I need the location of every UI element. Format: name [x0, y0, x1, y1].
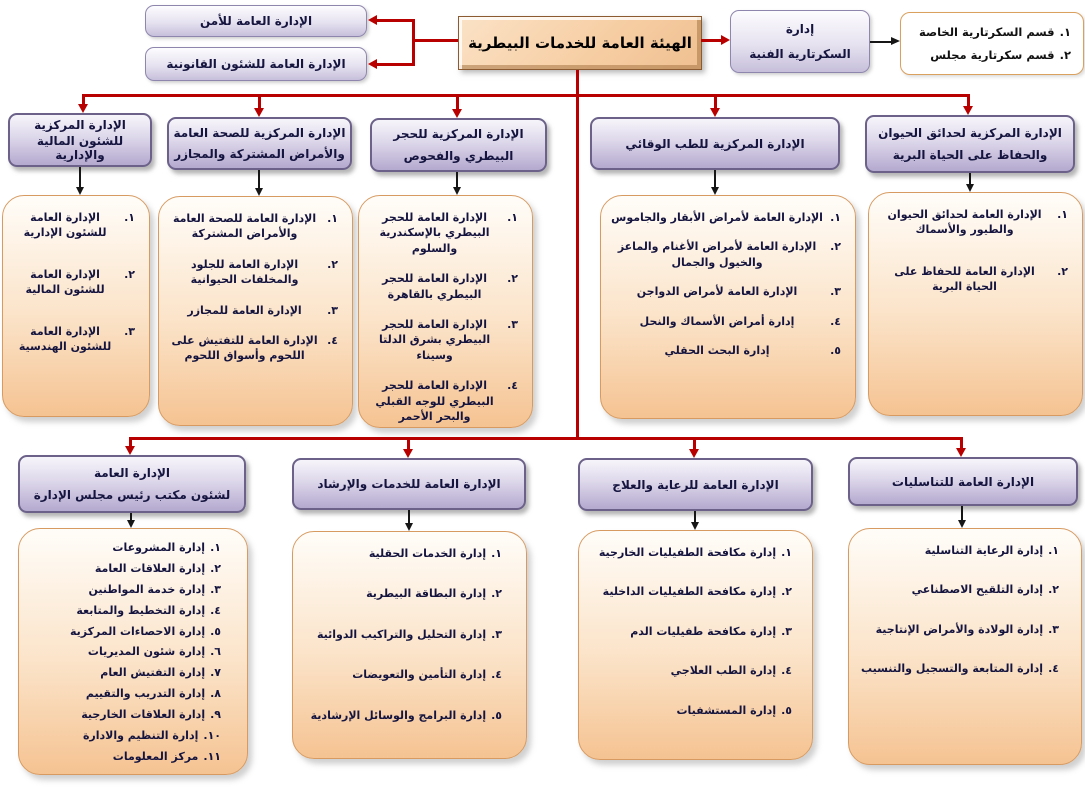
item-label: الإدارة العامة للجلود والمخلفات الحيوانية — [190, 257, 299, 287]
item-number: ٢. — [491, 587, 502, 601]
list-item — [167, 211, 338, 242]
item-label: إدارة التفتيش العام — [100, 666, 206, 680]
arrow-zoos-list — [966, 184, 974, 192]
arrow-down-services — [403, 449, 413, 458]
item-label: إدارة البرامج والوسائل الإرشادية — [310, 708, 487, 722]
arrow-down-financial — [78, 104, 88, 113]
list-item — [27, 538, 221, 559]
connector-preventive-list — [714, 170, 716, 187]
item-number: ٣. — [507, 317, 518, 331]
arrow-care-list — [691, 522, 699, 530]
connector-to-security — [377, 19, 412, 22]
item-label: الإدارة العامة لأمراض الأغنام والماعز والخيول والجمال — [617, 240, 817, 269]
item-label: إدارة المستشفيات — [676, 703, 777, 717]
list-item — [913, 24, 1071, 40]
item-label: الإدارة العامة لأمراض الأبقار والجاموس — [611, 211, 823, 224]
item-number: ٢. — [830, 240, 841, 254]
list-item — [587, 663, 792, 678]
header-line: والأمراض المشتركة والمجازر — [174, 147, 345, 161]
list-item — [27, 684, 221, 705]
list-item — [587, 703, 792, 718]
item-number: ٤. — [491, 668, 502, 682]
list-item — [857, 543, 1059, 558]
connector-chairman-list — [130, 513, 132, 520]
item-label: الإدارة العامة للحجر البيطري بالقاهرة — [382, 272, 487, 301]
connector-drop-quarantine — [456, 94, 459, 109]
technical-secretariat-box — [730, 10, 870, 73]
item-label: إدارة العلاقات العامة — [94, 561, 206, 575]
item-number: ١. — [507, 211, 518, 224]
list-item — [857, 661, 1059, 676]
item-number: ١١. — [203, 749, 221, 763]
arrow-services-list — [405, 523, 413, 531]
branch-header-care-treatment — [578, 458, 813, 511]
list-item — [587, 624, 792, 639]
item-number: ١. — [781, 546, 792, 559]
header-line: الإدارة المركزية — [34, 117, 126, 132]
item-label: إدارة التحليل والتراكيب الدوائية — [316, 627, 487, 641]
item-label: الإدارة العامة للحجر البيطري بشرق الدلتا وسيناء — [378, 317, 491, 362]
header-line: الإدارة المركزية للصحة العامة — [173, 126, 346, 140]
arrow-public-health-list — [255, 188, 263, 196]
header-line: الإدارة العامة للخدمات والإرشاد — [317, 477, 501, 491]
connector-drop-public-health — [258, 94, 261, 109]
connector-reproduction-list — [961, 506, 963, 520]
arrow-preventive-list — [711, 187, 719, 195]
item-label: قسم السكرتارية الخاصة — [919, 24, 1055, 39]
list-item — [913, 47, 1071, 63]
header-line: البيطري والفحوص — [403, 148, 514, 163]
connector-public-health-list — [258, 170, 260, 188]
arrow-down-quarantine — [452, 109, 462, 118]
arrow-down-chairman — [125, 446, 135, 455]
connector-financial-list — [79, 167, 81, 187]
item-label: مركز المعلومات — [112, 749, 199, 763]
list-item — [877, 264, 1068, 295]
item-label: الإدارة العامة للحجر البيطري بالإسكندرية والسلوم — [379, 211, 490, 255]
branch-header-zoos-wildlife — [865, 115, 1075, 173]
list-reproduction — [848, 528, 1082, 765]
item-number: ٦. — [210, 645, 221, 659]
connector-services-list — [408, 510, 410, 523]
connector-upper-horizontal — [83, 94, 969, 97]
item-number: ٣. — [781, 624, 792, 638]
security-admin-box — [145, 5, 367, 37]
list-item — [167, 257, 338, 288]
security-admin-label: الإدارة العامة للأمن — [199, 14, 313, 28]
list-item — [27, 747, 221, 768]
header-line: الإدارة العامة — [93, 465, 171, 480]
branch-header-services-extension — [292, 458, 526, 510]
item-label: إدارة مكافحة الطفيليات الداخلية — [602, 585, 777, 599]
item-number: ٥. — [210, 624, 221, 638]
connector-quarantine-list — [456, 172, 458, 187]
list-item — [367, 378, 518, 424]
list-preventive-medicine — [600, 195, 856, 419]
item-number: ٢. — [1057, 264, 1068, 278]
item-number: ٩. — [210, 708, 221, 722]
header-line: الإدارة المركزية لحدائق الحيوان — [878, 125, 1062, 140]
header-line: الإدارة المركزية للحجر — [393, 127, 524, 142]
list-item — [301, 586, 502, 601]
connector-zoos-list — [969, 173, 971, 184]
arrow-down-zoos — [963, 106, 973, 115]
item-number: ٤. — [781, 664, 792, 678]
item-label: الإدارة العامة للشئون الهندسية — [18, 324, 112, 353]
arrow-down-preventive — [710, 108, 720, 117]
list-item — [27, 642, 221, 663]
arrow-quarantine-list — [453, 187, 461, 195]
item-number: ١. — [124, 211, 135, 224]
item-label: إدارة التلقيح الاصطناعي — [911, 583, 1044, 597]
connector-drop-preventive — [714, 94, 717, 109]
list-item — [301, 708, 502, 723]
item-number: ٥. — [781, 703, 792, 717]
connector-lower-horizontal — [130, 437, 963, 440]
arrow-chairman-list — [127, 520, 135, 528]
branch-header-quarantine — [370, 118, 547, 172]
item-label: إدارة المشروعات — [112, 541, 206, 554]
list-item — [609, 343, 841, 358]
root-title-box — [458, 16, 702, 70]
item-number: ٢. — [1059, 47, 1071, 62]
list-item — [367, 210, 518, 256]
item-label: الإدارة العامة للصحة العامة والأمراض المشتركة — [172, 212, 317, 241]
list-item — [587, 584, 792, 599]
list-public-health — [158, 196, 353, 426]
item-number: ٢. — [507, 272, 518, 286]
list-item — [27, 726, 221, 747]
item-label: إدارة التنظيم والادارة — [82, 729, 199, 743]
legal-affairs-label: الإدارة العامة للشئون القانونية — [166, 57, 346, 71]
list-item — [609, 210, 841, 225]
item-label: إدارة الرعاية التناسلية — [924, 544, 1044, 557]
item-label: إدارة مكافحة الطفيليات الخارجية — [598, 546, 777, 559]
item-label: إدارة الطب العلاجي — [670, 664, 777, 678]
item-number: ١. — [1057, 208, 1068, 221]
list-item — [167, 303, 338, 318]
item-label: إدارة المتابعة والتسجيل والتنسيب — [860, 662, 1044, 676]
item-number: ٣. — [327, 303, 338, 317]
branch-header-reproduction — [848, 457, 1078, 506]
connector-main-vertical — [576, 70, 579, 440]
item-label: إدارة خدمة المواطنين — [88, 582, 206, 596]
item-label: الإدارة العامة للحفاظ على الحياة البرية — [894, 264, 1035, 294]
list-item — [11, 267, 135, 298]
item-label: الإدارة العامة للمجازر — [187, 303, 302, 317]
list-financial-admin — [2, 195, 150, 417]
header-line: الإدارة العامة للرعاية والعلاج — [612, 477, 779, 492]
item-number: ٣. — [124, 324, 135, 338]
arrow-right-sections — [891, 37, 900, 45]
item-label: إدارة الولادة والأمراض الإنتاجية — [875, 622, 1044, 636]
item-label: الإدارة العامة للتفتيش على اللحوم وأسواق اللحوم — [171, 333, 318, 363]
list-services-extension — [292, 531, 527, 759]
list-item — [857, 582, 1059, 597]
item-number: ١. — [491, 547, 502, 560]
arrow-financial-list — [76, 187, 84, 195]
item-number: ١. — [210, 541, 221, 554]
item-number: ٢. — [327, 257, 338, 271]
connector-to-secretariat — [701, 39, 722, 42]
list-item — [167, 333, 338, 364]
list-item — [11, 324, 135, 355]
item-label: إدارة أمراض الأسماك والنحل — [639, 314, 795, 328]
item-number: ٤. — [830, 314, 841, 328]
item-label: إدارة العلاقات الخارجية — [81, 708, 206, 722]
arrow-left-security — [368, 15, 377, 25]
list-chairman-office — [18, 528, 248, 775]
connector-to-sections — [870, 41, 892, 43]
list-zoos-wildlife — [868, 192, 1083, 416]
list-item — [27, 663, 221, 684]
branch-header-chairman-office — [18, 455, 246, 513]
list-item — [367, 317, 518, 363]
item-number: ١. — [1048, 544, 1059, 557]
item-number: ٤. — [210, 603, 221, 617]
list-item — [11, 210, 135, 241]
branch-header-public-health — [167, 117, 352, 170]
item-label: الإدارة العامة للحجر البيطري للوجه القبلي والبحر الأحمر — [375, 379, 494, 423]
item-label: إدارة البطاقة البيطرية — [366, 587, 487, 601]
list-item — [27, 601, 221, 622]
list-item — [609, 284, 841, 299]
arrow-down-reproduction — [956, 448, 966, 457]
item-label: الإدارة العامة للشئون المالية — [25, 267, 105, 297]
item-number: ٣. — [1048, 622, 1059, 636]
item-label: إدارة التأمين والتعويضات — [352, 668, 487, 682]
item-number: ٢. — [124, 267, 135, 281]
item-number: ٢. — [781, 585, 792, 599]
list-item — [301, 667, 502, 682]
item-label: إدارة التدريب والتقييم — [85, 687, 206, 701]
list-item — [367, 271, 518, 302]
connector-care-list — [694, 511, 696, 522]
root-title: الهيئة العامة للخدمات البيطرية — [468, 34, 692, 52]
header-line: الإدارة المركزية للطب الوقائي — [625, 136, 805, 151]
header-line: والحفاظ على الحياة البرية — [892, 148, 1048, 163]
connector-left-vertical — [412, 19, 415, 66]
item-number: ٤. — [1048, 662, 1059, 676]
list-item — [301, 627, 502, 642]
list-item — [27, 580, 221, 601]
branch-header-preventive-medicine — [590, 117, 840, 170]
list-item — [27, 559, 221, 580]
item-number: ١. — [327, 212, 338, 225]
legal-affairs-box — [145, 47, 367, 81]
item-number: ٢. — [1048, 583, 1059, 597]
item-number: ١. — [1059, 24, 1071, 39]
item-label: إدارة الاحصاءات المركزية — [69, 624, 206, 638]
connector-to-legal — [377, 63, 412, 66]
item-number: ٤. — [507, 379, 518, 393]
header-line: الإدارة العامة للتناسليات — [891, 474, 1035, 489]
item-label: إدارة التخطيط والمتابعة — [76, 603, 206, 617]
list-quarantine — [358, 195, 533, 428]
item-label: قسم سكرتارية مجلس — [930, 47, 1055, 62]
header-line: لشئون مكتب رئيس مجلس الإدارة — [33, 488, 231, 503]
list-item — [587, 545, 792, 560]
arrow-reproduction-list — [958, 520, 966, 528]
list-care-treatment — [578, 530, 813, 760]
item-number: ٥. — [491, 708, 502, 722]
item-label: إدارة مكافحة طفيليات الدم — [630, 624, 777, 638]
item-number: ٥. — [830, 343, 841, 357]
item-number: ٢. — [210, 561, 221, 575]
arrow-down-care — [689, 449, 699, 458]
item-number: ٤. — [327, 333, 338, 347]
arrow-left-legal — [368, 59, 377, 69]
list-item — [27, 705, 221, 726]
item-label: إدارة شئون المديريات — [87, 645, 206, 659]
item-label: إدارة الخدمات الحقلية — [368, 547, 487, 560]
item-number: ٨. — [210, 687, 221, 701]
item-label: الإدارة العامة للشئون الإدارية — [23, 211, 107, 240]
item-number: ٣. — [491, 627, 502, 641]
item-number: ٣. — [210, 582, 221, 596]
list-item — [609, 314, 841, 329]
connector-left-horizontal — [412, 39, 458, 42]
list-item — [301, 546, 502, 561]
item-label: الإدارة العامة لحدائق الحيوان والطيور والأسماك — [887, 208, 1042, 237]
item-number: ١٠. — [203, 729, 221, 743]
item-number: ٣. — [830, 285, 841, 299]
arrow-right-secretariat — [721, 35, 730, 45]
list-item — [27, 622, 221, 643]
branch-header-financial-admin — [8, 113, 152, 167]
arrow-down-public-health — [254, 108, 264, 117]
item-label: الإدارة العامة لأمراض الدواجن — [636, 285, 798, 299]
technical-secretariat-line2: السكرتارية الفنية — [749, 47, 851, 61]
technical-secretariat-line1: إدارة — [785, 22, 815, 36]
secretariat-sections-box — [900, 12, 1084, 75]
list-item — [609, 239, 841, 270]
item-number: ٧. — [210, 666, 221, 680]
item-number: ١. — [830, 211, 841, 224]
list-item — [877, 207, 1068, 238]
header-line: للشئون المالية والإدارية — [36, 134, 124, 163]
list-item — [857, 622, 1059, 637]
item-label: إدارة البحث الحقلي — [664, 343, 770, 357]
